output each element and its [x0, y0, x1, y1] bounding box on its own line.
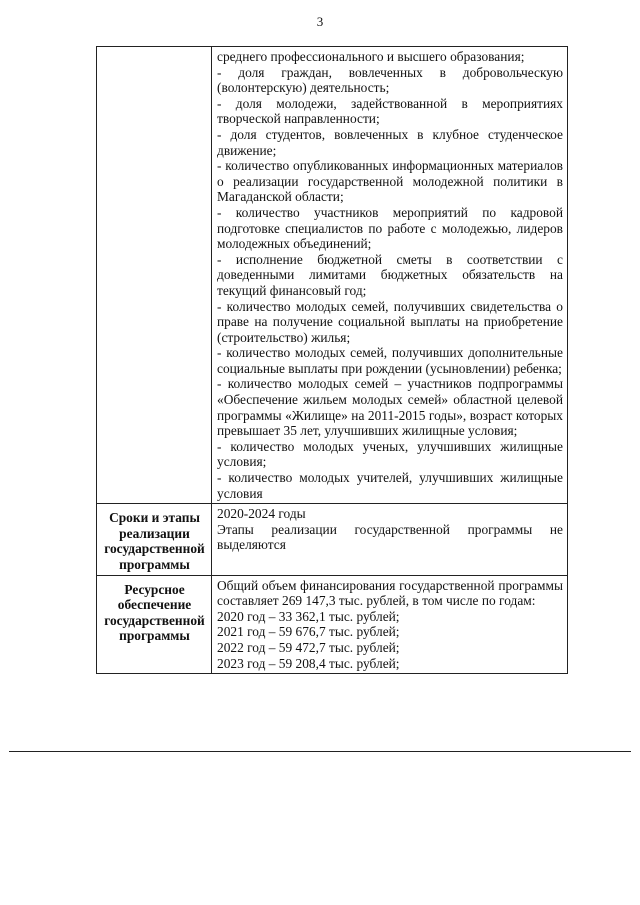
resources-year-2023: 2023 год – 59 208,4 тыс. рублей; [217, 655, 400, 671]
target-item: - количество молодых учителей, улучшивших жилищные условия [217, 470, 563, 501]
targets-label-cell [97, 47, 212, 504]
resources-total: Общий объем финансирования государственной программы составляет 269 147,3 тыс. рублей, в том числе по годам: [217, 577, 563, 609]
terms-row [97, 504, 568, 575]
target-item: - количество участников мероприятий по кадровой подготовке специалистов по работе с молодежью, лидеров молодежных объединений; [217, 204, 563, 252]
resources-label: Ресурсное обеспечение государственной программы [97, 575, 212, 674]
resources-year-2020: 2020 год – 33 362,1 тыс. рублей; [217, 608, 400, 624]
program-passport-table [96, 46, 568, 674]
terms-stages: Этапы реализации государственной программы не выделяются [217, 521, 563, 553]
resources-year-2021: 2021 год – 59 676,7 тыс. рублей; [217, 624, 400, 640]
target-item: - количество молодых семей, получивших дополнительные социальные выплаты при рождении (усыновлении) ребенка; [217, 345, 563, 376]
terms-content-cell [212, 504, 568, 575]
target-item: - доля граждан, вовлеченных в добровольческую (волонтерскую) деятельность; [217, 64, 563, 96]
target-item: среднего профессионального и высшего образования; [217, 49, 525, 64]
terms-label: Сроки и этапы реализации государственной программы [97, 504, 212, 575]
targets-row [97, 47, 568, 504]
targets-content-cell [212, 47, 568, 504]
target-item: - количество молодых семей – участников подпрограммы «Обеспечение жильем молодых семей» областной целевой программы «Жилище» на 2011-2015 годы», возраст которых превышает 35 лет, улучшивших жилищные условия; [217, 376, 563, 439]
resources-content-cell [212, 575, 568, 674]
target-item: - доля студентов, вовлеченных в клубное студенческое движение; [217, 126, 563, 158]
target-item: - исполнение бюджетной сметы в соответствии с доведенными лимитами бюджетных обязательств на текущий финансовый год; [217, 251, 563, 298]
resources-year-2022: 2022 год – 59 472,7 тыс. рублей; [217, 639, 400, 655]
target-item: - количество молодых семей, получивших свидетельства о праве на получение социальной выплаты на приобретение (строительство) жилья; [217, 298, 563, 345]
resources-row [97, 575, 568, 674]
target-item: - количество опубликованных информационных материалов о реализации государственной молодежной политики в Магаданской области; [217, 158, 563, 205]
footer-divider [9, 751, 631, 752]
target-item: - количество молодых ученых, улучшивших жилищные условия; [217, 438, 563, 470]
terms-period: 2020-2024 годы [217, 506, 306, 522]
page-number: 3 [316, 14, 324, 29]
target-item: - доля молодежи, задействованной в мероприятиях творческой направленности; [217, 95, 563, 127]
